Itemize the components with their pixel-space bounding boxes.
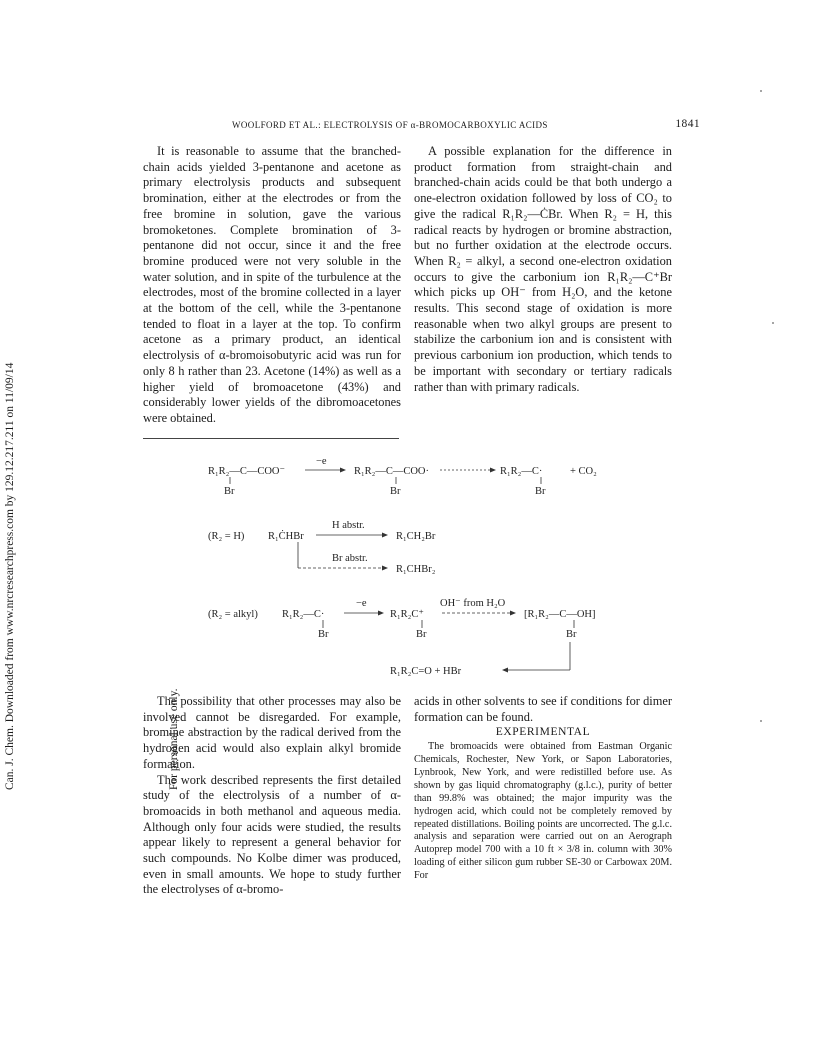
- paragraph: A possible explanation for the difference in product formation from straight-chain and branched-chain acids could be that both undergo a one-electron oxidation followed by loss of CO₂ to give the radical R₁R₂—ĊBr. When R₂ = H, this radical reacts by hydrogen or bromine abstraction, but no further oxidation at the electrode occurs. When R₂ = alkyl, a second one-electron oxidation occurs to give the carbonium ion R₁R₂—C⁺Br which picks up OH⁻ from H₂O, and the ketone results. This second stage of oxidation is more reasonable when two alkyl groups are present to stabilize the carbonium ion and is consistent with previous carbonium ion production, which tends to be important with secondary or tertiary radicals rather than with primary radicals.: [414, 144, 672, 394]
- paragraph: It is reasonable to assume that the branched-chain acids yielded 3-pentanone and acetone as primary electrolysis products and subsequent bromination, either at the electrodes or from the free bromine in solution, gave the various bromoketones. Complete bromination of 3-pentanone did not occur, since it and the free bromine produced were not very soluble in the water solution, and in spite of the turbulence at the electrodes, most of the bromine collected in a layer at the bottom of the cell, while the 3-pentanone tended to float in a layer at the top. To confirm acetone as a primary product, an identical electrolysis of α-bromoisobutyric acid was run for only 8 h rather than 23. Acetone (14%) as well as a higher yield of bromoacetone (43%) and considerably lower yields of the dibromoacetones were obtained.: [143, 144, 401, 425]
- column-divider-rule: [143, 438, 399, 439]
- scheme-reactant: R₁R₂—C—COO⁻: [208, 466, 286, 477]
- download-notice-line-2: For personal use only.: [168, 688, 180, 790]
- scheme-product: R₁R₂—C·: [500, 466, 543, 477]
- paragraph: The possibility that other processes may also be involved cannot be disregarded. For example, bromine abstraction by the radical derived from the hydrogen acid would also explain alkyl bromide formation.: [143, 694, 401, 771]
- scheme-product-br: Br: [535, 486, 546, 497]
- reaction-scheme: [150, 448, 670, 680]
- scheme-product-h: R₁CH₂Br: [396, 531, 436, 542]
- paragraph: The work described represents the first detailed study of the electrolysis of a number of α-bromoacids in both methanol and aqueous media. Although only four acids were studied, the results appear likely to represent a general behavior for such compounds. No Kolbe dimer was produced, even in small amounts. We hope to study further the electrolyses of α-bromo-: [143, 772, 401, 897]
- scheme-bracket: [R₁R₂—C—OH]: [524, 609, 596, 620]
- right-column-bottom: [414, 694, 672, 883]
- running-title: WOOLFORD ET AL.: ELECTROLYSIS OF α-BROMOCARBOXYLIC ACIDS: [232, 120, 548, 130]
- page-number: 1841: [675, 118, 700, 130]
- download-notice: [0, 150, 180, 790]
- scheme-radical-h: R₁ĊHBr: [268, 531, 304, 542]
- paragraph: acids in other solvents to see if conditions for dimer formation can be found.: [414, 694, 672, 724]
- left-column-top: [143, 144, 401, 427]
- scan-speck: [760, 90, 762, 92]
- paragraph: The bromoacids were obtained from Eastman Organic Chemicals, Rochester, New York, or Sapon Laboratories, Lynbrook, New York, and were redistilled before use. As shown by gas liquid chromatography (g.l.c.), purity of better than 99.8% was obtained; the major impurity was the hydrogen acid, which could not be completely removed by repeated distillations. Boiling points are uncorrected. The g.l.c. analysis and separation were carried out on an Aerograph Autoprep model 700 with a 10 ft × 3/8 in. column with 30% loading of either silicon gum rubber SE-30 or Carbowax 20M. For: [414, 741, 672, 882]
- scheme-co2: + CO₂: [570, 466, 597, 477]
- scan-speck: [772, 322, 774, 324]
- arrow-head: [382, 566, 388, 571]
- arrow-head: [502, 668, 508, 673]
- scheme-final-product: R₁R₂C=O + HBr: [390, 666, 462, 677]
- scheme-h-abstr: H abstr.: [332, 520, 365, 531]
- scheme-arrow-e: −e: [356, 598, 367, 609]
- scan-speck: [760, 720, 762, 722]
- scheme-radical-alkyl-br: Br: [318, 629, 329, 640]
- scheme-cation-br: Br: [416, 629, 427, 640]
- scheme-condition-alkyl: (R₂ = alkyl): [208, 609, 258, 620]
- arrow-head: [510, 611, 516, 616]
- scheme-product-br2: R₁CHBr₂: [396, 564, 436, 575]
- download-notice-line-1: Can. J. Chem. Downloaded from www.nrcresearchpress.com by 129.12.217.211 on 11/09/14: [4, 362, 16, 790]
- arrow-head: [378, 611, 384, 616]
- scheme-reactant-br: Br: [224, 486, 235, 497]
- scheme-br-abstr: Br abstr.: [332, 553, 368, 564]
- left-column-bottom: [143, 694, 401, 898]
- scheme-condition-h: (R₂ = H): [208, 531, 245, 542]
- running-header: [140, 120, 700, 134]
- scheme-arrow-label: −e: [316, 456, 327, 467]
- arrow-head: [490, 468, 496, 473]
- right-column-top: [414, 144, 672, 395]
- scheme-radical-alkyl: R₁R₂—C·: [282, 609, 325, 620]
- scheme-intermediate: R₁R₂—C—COO·: [354, 466, 429, 477]
- scheme-cation: R₁R₂C⁺: [390, 609, 424, 620]
- arrow-head: [382, 533, 388, 538]
- scheme-intermediate-br: Br: [390, 486, 401, 497]
- scheme-oh-from: OH⁻ from H₂O: [440, 598, 506, 609]
- scheme-bracket-br: Br: [566, 629, 577, 640]
- section-heading: EXPERIMENTAL: [495, 726, 591, 739]
- arrow-head: [340, 468, 346, 473]
